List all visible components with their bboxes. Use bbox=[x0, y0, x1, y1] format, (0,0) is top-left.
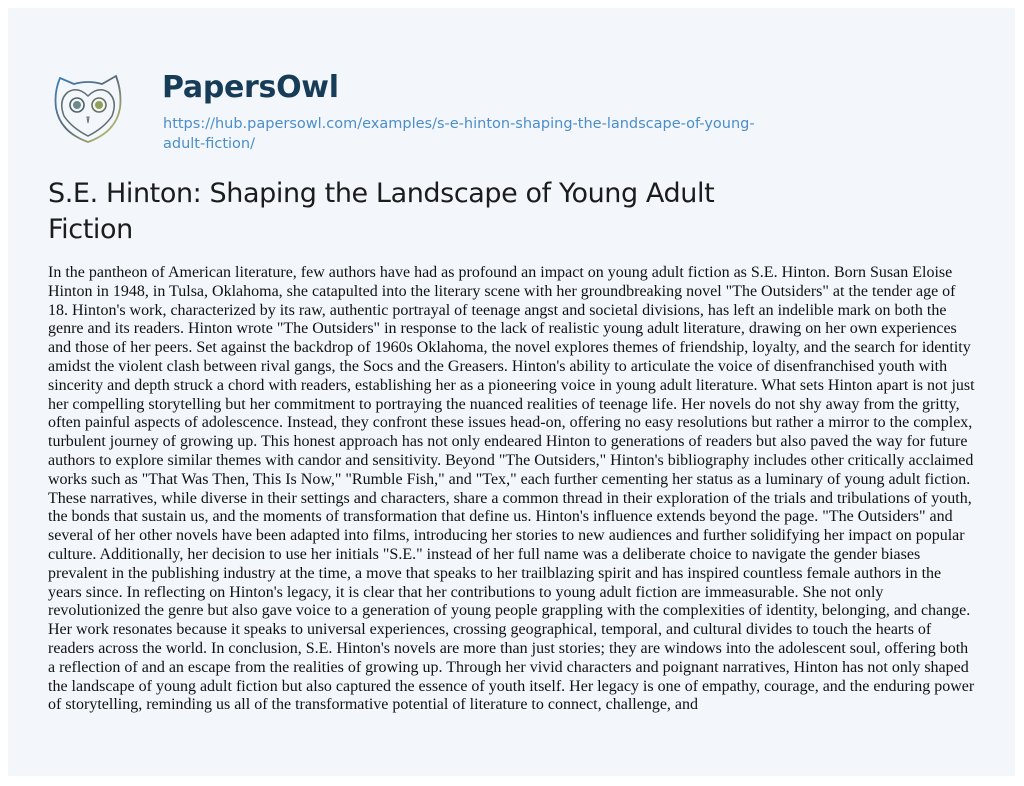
site-header bbox=[50, 62, 990, 152]
source-url-link[interactable]: https://hub.papersowl.com/examples/s-e-hinton-shaping-the-landscape-of-young-adult-fiction/ bbox=[163, 116, 755, 152]
brand-name: PapersOwl bbox=[162, 70, 339, 105]
page-title: S.E. Hinton: Shaping the Landscape of Young Adult Fiction bbox=[48, 178, 715, 245]
article-body: In the pantheon of American literature, few authors have had as profound an impact on young adult fiction as S.E. Hinton. Born Susan Eloise Hinton in 1948, in Tulsa, Oklahoma, she catapulted into the literary scene with her groundbreaking novel "The Outsiders" at the tender age of 18. Hinton's work, characterized by its raw, authentic portrayal of teenage angst and societal divisions, has left an indelible mark on both the genre and its readers. Hinton wrote "The Outsiders" in response to the lack of realistic young adult literature, drawing on her own experiences and those of her peers. Set against the backdrop of 1960s Oklahoma, the novel explores themes of friendship, loyalty, and the search for identity amidst the violent clash between rival gangs, the Socs and the Greasers. Hinton's ability to articulate the voice of disenfranchised youth with sincerity and depth struck a chord with readers, establishing her as a pioneering voice in young adult literature. What sets Hinton apart is not just her compelling storytelling but her commitment to portraying the nuanced realities of teenage life. Her novels do not shy away from the gritty, often painful aspects of adolescence. Instead, they confront these issues head-on, offering no easy resolutions but rather a mirror to the complex, turbulent journey of growing up. This honest approach has not only endeared Hinton to generations of readers but also paved the way for future authors to explore similar themes with candor and sensitivity. Beyond "The Outsiders," Hinton's bibliography includes other critically acclaimed works such as "That Was Then, This Is Now," "Rumble Fish," and "Tex," each further cementing her status as a luminary of young adult fiction. These narratives, while diverse in their settings and characters, share a common thread in their exploration of the trials and tribulations of youth, the bonds that sustain us, and the moments of transformation that define us. Hinton's influence extends beyond the page. "The Outsiders" and several of her other novels have been adapted into films, introducing her stories to new audiences and further solidifying her impact on popular culture. Additionally, her decision to use her initials "S.E." instead of her full name was a deliberate choice to navigate the gender biases prevalent in the publishing industry at the time, a move that speaks to her trailblazing spirit and has inspired countless female authors in the years since. In reflecting on Hinton's legacy, it is clear that her contributions to young adult fiction are immeasurable. She not only revolutionized the genre but also gave voice to a generation of young people grappling with the complexities of identity, belonging, and change. Her work resonates because it speaks to universal experiences, crossing geographical, temporal, and cultural divides to touch the hearts of readers across the world. In conclusion, S.E. Hinton's novels are more than just stories; they are windows into the adolescent soul, offering both a reflection of and an escape from the realities of growing up. Through her vivid characters and poignant narratives, Hinton has not only shaped the landscape of young adult fiction but also captured the essence of youth itself. Her legacy is one of empathy, courage, and the enduring power of storytelling, reminding us all of the transformative potential of literature to connect, challenge, and bbox=[48, 264, 975, 714]
document-card bbox=[8, 8, 1015, 776]
owl-logo-icon bbox=[50, 72, 126, 144]
